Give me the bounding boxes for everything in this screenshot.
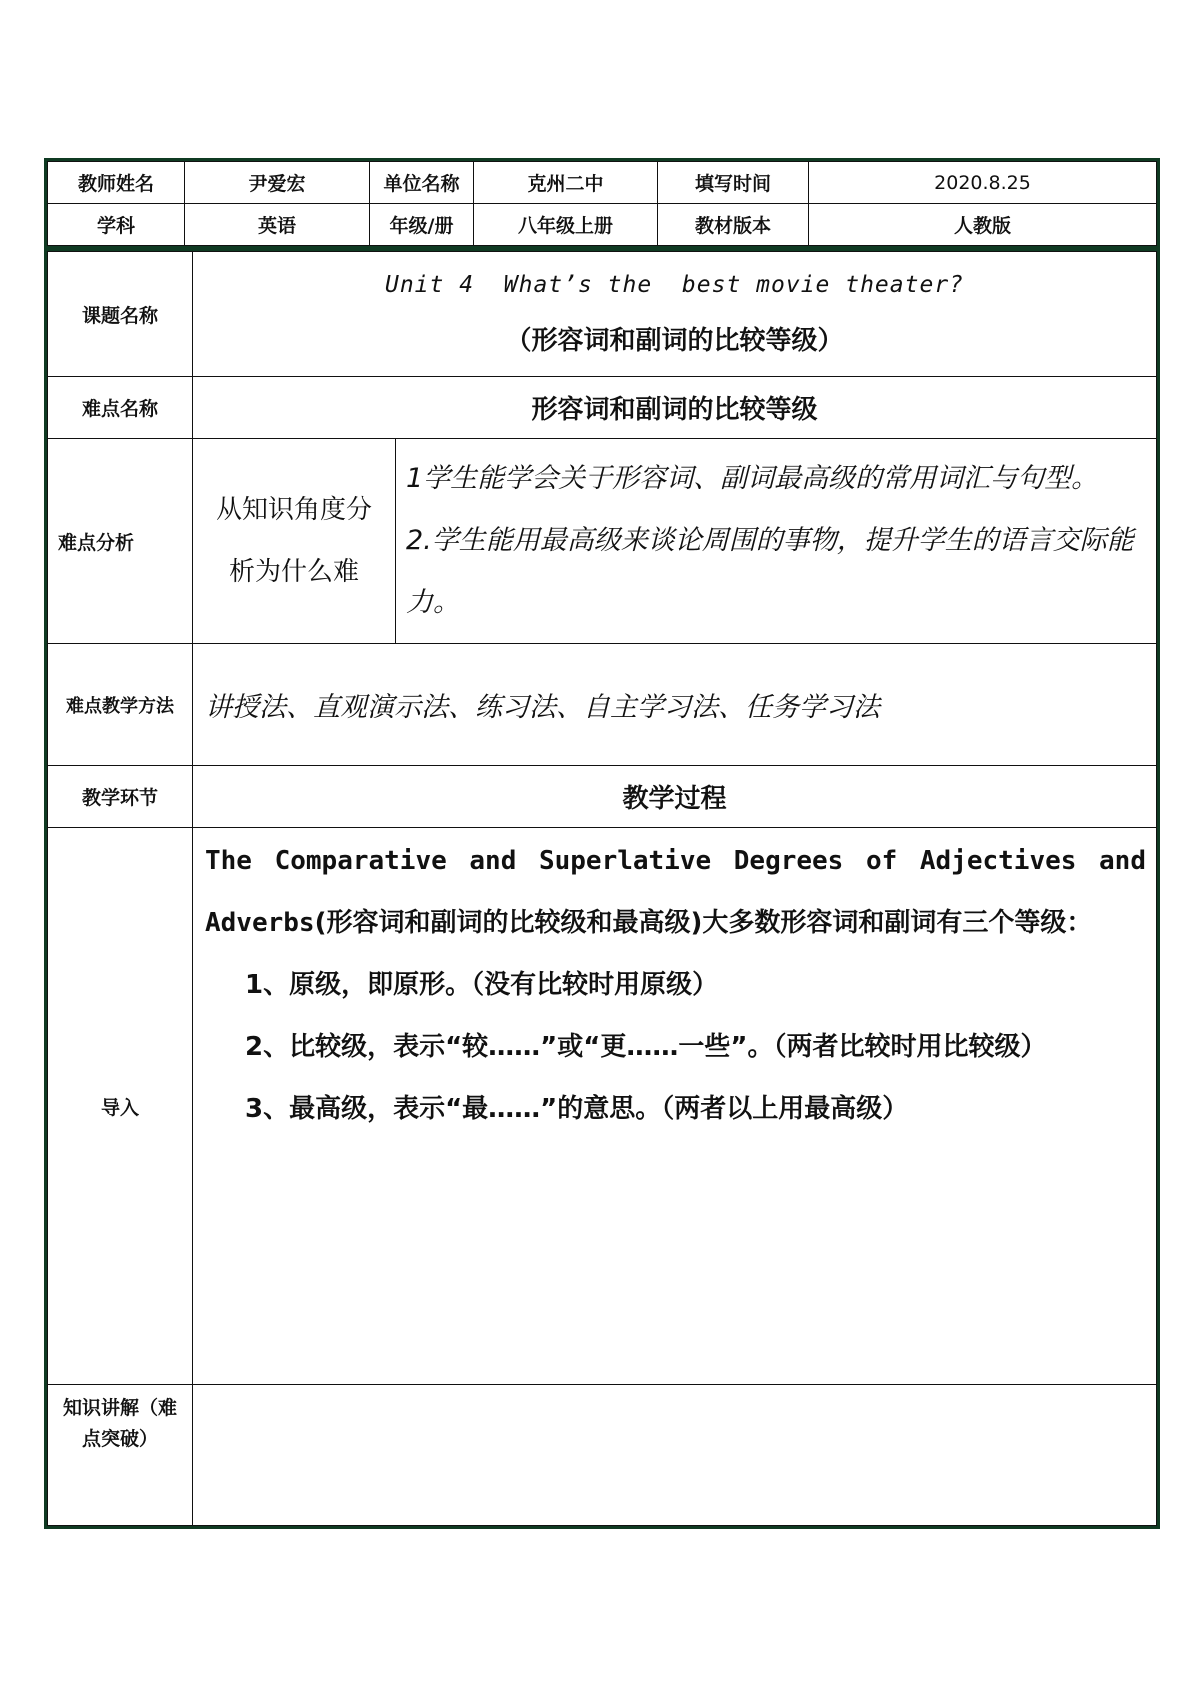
difficulty-label: 难点名称 [48, 377, 193, 439]
process-value: 教学过程 [193, 766, 1157, 828]
knowledge-content [193, 1385, 1157, 1526]
grade-value: 八年级上册 [474, 204, 658, 246]
intro-label: 导入 [48, 828, 193, 1385]
intro-content [193, 828, 1157, 1385]
intro-heading-cn: (形容词和副词的比较级和最高级)大多数形容词和副词有三个等级： [314, 908, 1093, 938]
intro-heading-line1: The Comparative and Superlative Degrees of Adjectives and [205, 846, 1146, 876]
topic-label: 课题名称 [48, 252, 193, 377]
subject-value: 英语 [185, 204, 370, 246]
analysis-row [48, 439, 1157, 644]
intro-item-3: 3、最高级，表示“最……”的意思。（两者以上用最高级） [245, 1094, 909, 1124]
intro-heading-line2 [205, 892, 1146, 954]
process-header-row [48, 766, 1157, 828]
analysis-points [396, 439, 1157, 644]
topic-cell [193, 252, 1157, 377]
edition-value: 人教版 [809, 204, 1157, 246]
topic-title-cn: （形容词和副词的比较等级） [505, 326, 844, 356]
analysis-label: 难点分析 [48, 439, 193, 644]
methods-row [48, 644, 1157, 766]
knowledge-label: 知识讲解（难点突破） [48, 1385, 193, 1526]
teacher-value: 尹爱宏 [185, 162, 370, 204]
intro-row [48, 828, 1157, 1385]
analysis-point-2: 2.学生能用最高级来谈论周围的事物，提升学生的语言交际能力。 [406, 525, 1134, 618]
topic-title-en: Unit 4 What’s the best movie theater? [384, 272, 965, 298]
info-row-2 [48, 204, 1157, 246]
unit-label: 单位名称 [370, 162, 474, 204]
info-row-1 [48, 162, 1157, 204]
intro-item-2: 2、比较级，表示“较……”或“更……一些”。（两者比较时用比较级） [245, 1032, 1047, 1062]
intro-item-1: 1、原级，即原形。（没有比较时用原级） [245, 970, 719, 1000]
methods-label: 难点教学方法 [48, 644, 193, 766]
date-value: 2020.8.25 [809, 162, 1157, 204]
info-table [44, 158, 1160, 249]
grade-label: 年级/册 [370, 204, 474, 246]
analysis-point-1: 1学生能学会关于形容词、副词最高级的常用词汇与句型。 [406, 463, 1099, 494]
date-label: 填写时间 [658, 162, 809, 204]
knowledge-row [48, 1385, 1157, 1526]
lesson-table [44, 248, 1160, 1529]
methods-value: 讲授法、直观演示法、练习法、自主学习法、任务学习法 [193, 644, 1157, 766]
analysis-subheading: 从知识角度分析为什么难 [193, 439, 396, 644]
difficulty-value: 形容词和副词的比较等级 [193, 377, 1157, 439]
edition-label: 教材版本 [658, 204, 809, 246]
subject-label: 学科 [48, 204, 185, 246]
intro-heading-en: Adverbs [205, 908, 315, 938]
process-label: 教学环节 [48, 766, 193, 828]
difficulty-row [48, 377, 1157, 439]
teacher-label: 教师姓名 [48, 162, 185, 204]
topic-row [48, 252, 1157, 377]
unit-value: 克州二中 [474, 162, 658, 204]
